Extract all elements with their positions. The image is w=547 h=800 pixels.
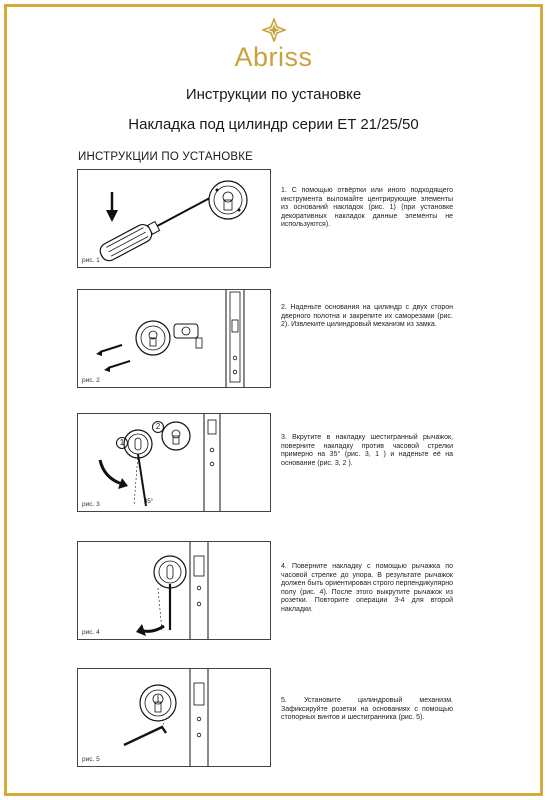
angle-label: 35° — [144, 499, 154, 505]
diamond-star-icon — [262, 18, 286, 42]
callout-1: 1 — [116, 437, 128, 449]
figure-label: рис. 3 — [82, 501, 100, 508]
figure-4 — [77, 541, 271, 640]
base-mounting-illustration — [78, 290, 270, 387]
logo — [0, 18, 547, 72]
logo-text: Abriss — [234, 42, 313, 72]
step-1-text: 1. С помощью отвёртки или иного подходящего инструмента выломайте центрирующие элементы из оснований накладок (рис. 1) (при установке декоративных накладок данные элементы не используются). — [281, 187, 453, 229]
page-title: Инструкции по установке — [185, 86, 362, 103]
figure-5 — [77, 668, 271, 767]
step-2-text: 2. Наденьте основания на цилиндр с двух сторон дверного полотна и закрепите их саморезами (рис. 2). Извлеките цилиндровый механизм из замка. — [281, 304, 453, 329]
figure-2 — [77, 289, 271, 388]
screwdriver-illustration — [78, 170, 270, 267]
step-4-text: 4. Поверните накладку с помощью рычажка по часовой стрелке до упора. В результате рычажок должен быть ориентирован строго перпендикулярно полу (рис. 4). После этого выкрутите рычажок из розетки. Повторите операции 3-4 для второй накладки. — [281, 563, 453, 613]
section-heading: ИНСТРУКЦИИ ПО УСТАНОВКЕ — [78, 151, 254, 163]
rosette-turn-illustration — [78, 542, 270, 639]
page-subtitle: Накладка под цилиндр серии ET 21/25/50 — [128, 116, 419, 133]
step-5-text: 5. Установите цилиндровый механизм. Зафиксируйте розетки на основаниях с помощью стопорных винтов и шестигранника (рис. 5). — [281, 697, 453, 722]
figure-label: рис. 5 — [82, 756, 100, 763]
figure-3 — [77, 413, 271, 512]
hex-key-fixing-illustration — [78, 669, 270, 766]
figure-label: рис. 1 — [82, 257, 100, 264]
figure-label: рис. 4 — [82, 629, 100, 636]
step-3-text: 3. Вкрутите в накладку шестигранный рычажок, поверните накладку против часовой стрелки примерно на 35° (рис. 3, 1 ) и наденьте её на основание (рис. 3, 2 ). — [281, 434, 453, 467]
figure-1 — [77, 169, 271, 268]
rosette-rotation-illustration — [78, 414, 270, 511]
callout-2: 2 — [152, 421, 164, 433]
figure-label: рис. 2 — [82, 377, 100, 384]
